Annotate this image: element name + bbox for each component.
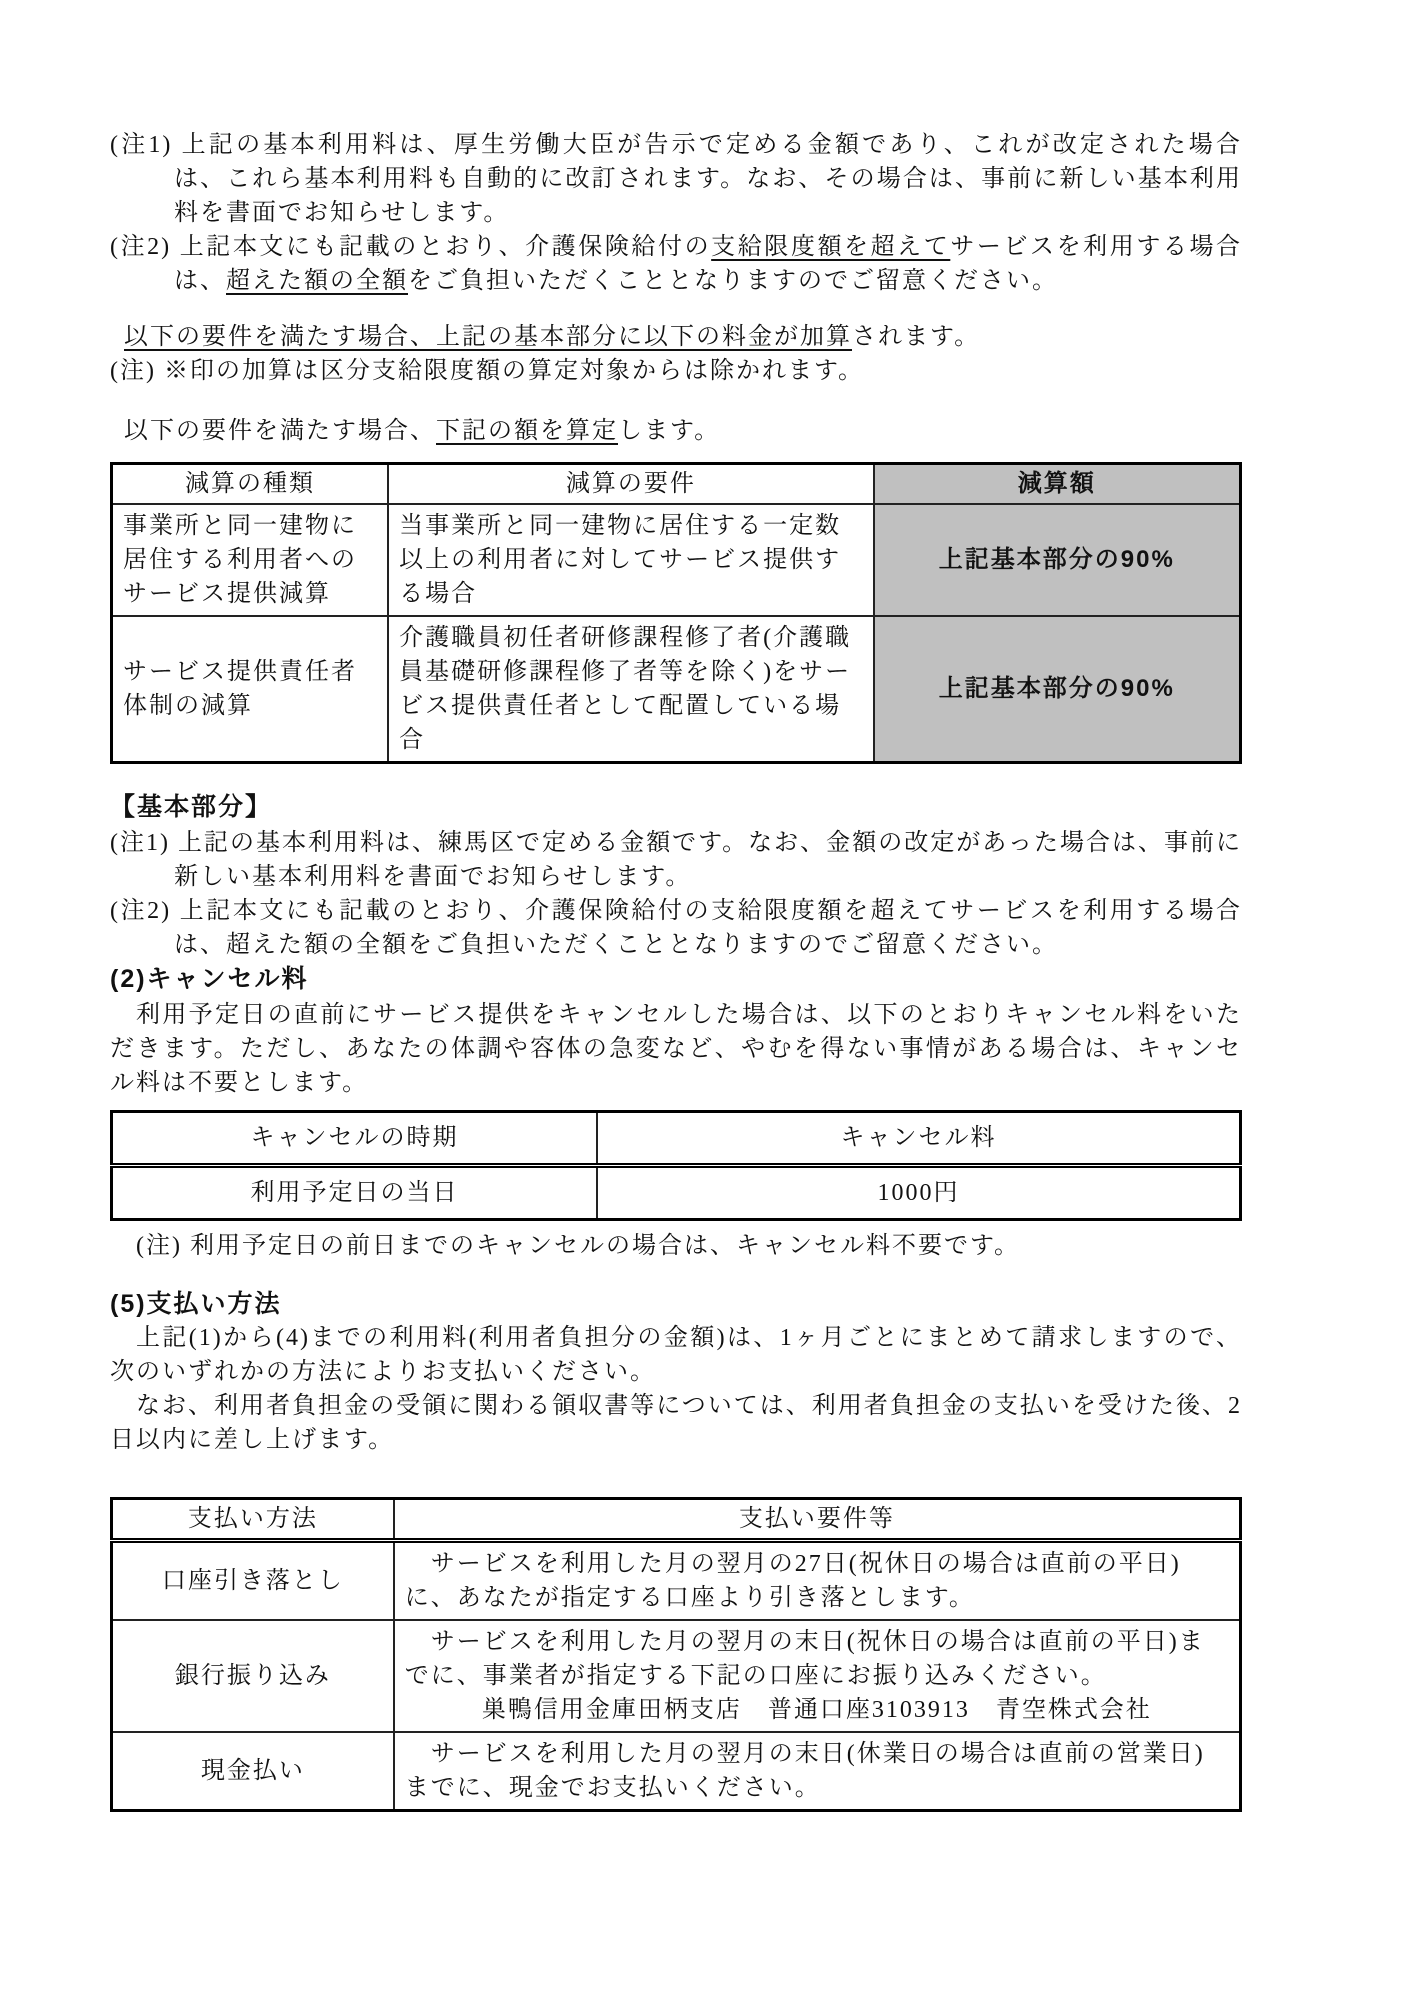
basic-note-2 [110,894,1242,962]
payment-detail-text: サービスを利用した月の翌月の末日(祝休日の場合は直前の平日)までに、事業者が指定する下記の口座にお振り込みください。 [404,1629,1205,1689]
underlined-text: 下記の額を算定 [436,418,618,444]
table-row [112,616,1241,763]
cell-payment-detail [394,1541,1241,1621]
note-label: (注2) [110,898,172,924]
cell-cancel-fee: 1000円 [597,1166,1241,1220]
note-label: (注) [136,1233,182,1259]
note-text: サービスを利用する場合は、 [174,234,1243,294]
basic-notes-section [110,826,1242,962]
payment-table-header-row [112,1499,1241,1541]
plain-text: します。 [618,418,721,444]
table-row [112,1541,1241,1621]
header-cell-cancel-timing: キャンセルの時期 [112,1112,597,1166]
cell-payment-detail [394,1732,1241,1811]
table-row [112,1732,1241,1811]
header-cell-reduction-requirement: 減算の要件 [388,464,873,505]
note-label: (注) [110,358,156,384]
basic-note-1 [110,826,1242,894]
top-notes-section [110,128,1242,298]
addition-note [110,354,1242,388]
note-text: ※印の加算は区分支給限度額の算定対象からは除かれます。 [163,358,865,384]
top-note-1 [110,128,1242,230]
header-cell-reduction-type: 減算の種類 [112,464,389,505]
payment-paragraph-2: なお、利用者負担金の受領に関わる領収書等については、利用者負担金の支払いを受けた後、2日以内に差し上げます。 [110,1393,1242,1453]
addition-line [124,320,1242,354]
payment-paragraph-1: 上記(1)から(4)までの利用料(利用者負担分の金額)は、1ヶ月ごとにまとめて請求しますので、次のいずれかの方法によりお支払いください。 [110,1325,1242,1385]
cell-reduction-requirement: 介護職員初任者研修課程修了者(介護職員基礎研修課程修了者等を除く)をサービス提供責任者として配置している場合 [388,616,873,763]
cell-reduction-requirement: 当事業所と同一建物に居住する一定数以上の利用者に対してサービス提供する場合 [388,504,873,616]
cancel-section-heading: (2)キャンセル料 [110,965,309,993]
plain-text: されます。 [852,324,981,350]
note-text: 上記本文にも記載のとおり、介護保険給付の [179,234,712,260]
payment-section-heading: (5)支払い方法 [110,1290,282,1318]
table-row [112,504,1241,616]
cell-cancel-timing: 利用予定日の当日 [112,1166,597,1220]
underlined-text: 以下の要件を満たす場合、上記の基本部分に以下の料金が加算 [124,324,852,350]
cancel-fee-table [110,1110,1242,1221]
underlined-text: 支給限度額を超えて [711,234,951,260]
note-label: (注1) [110,132,173,158]
note-label: (注1) [110,830,170,856]
reduction-table [110,462,1242,764]
payment-detail-text: サービスを利用した月の翌月の末日(休業日の場合は直前の営業日)までに、現金でお支払いください。 [404,1741,1205,1801]
cell-reduction-type: 事業所と同一建物に居住する利用者へのサービス提供減算 [112,504,389,616]
plain-text: 以下の要件を満たす場合、 [124,418,436,444]
cell-reduction-type: サービス提供責任者体制の減算 [112,616,389,763]
note-text: 上記の基本利用料は、厚生労働大臣が告示で定める金額であり、これが改定された場合は、これら基本利用料も自動的に改訂されます。なお、その場合は、事前に新しい基本利用料を書面でお知らせします。 [174,132,1243,226]
cancel-paragraph: 利用予定日の直前にサービス提供をキャンセルした場合は、以下のとおりキャンセル料をいただきます。ただし、あなたの体調や容体の急変など、やむを得ない事情がある場合は、キャンセル料は不要とします。 [110,1002,1242,1096]
cancel-note [136,1229,1242,1263]
note-text: 上記の基本利用料は、練馬区で定める金額です。なお、金額の改定があった場合は、事前に新しい基本利用料を書面でお知らせします。 [174,830,1243,890]
underlined-text: 超えた額の全額 [226,268,408,294]
calc-line [124,414,1242,448]
bank-account-line: 巣鴨信用金庫田柄支店 普通口座3103913 青空株式会社 [481,1697,1152,1723]
cell-reduction-amount: 上記基本部分の90% [874,616,1241,763]
cell-payment-method: 銀行振り込み [112,1620,394,1732]
document-content [110,128,1242,1812]
cell-reduction-amount: 上記基本部分の90% [874,504,1241,616]
table-row [112,1620,1241,1732]
note-text: をご負担いただくこととなりますのでご留意ください。 [408,268,1058,294]
top-note-2 [110,230,1242,298]
cell-payment-detail [394,1620,1241,1732]
cell-payment-method: 口座引き落とし [112,1541,394,1621]
note-label: (注2) [110,234,172,260]
header-cell-payment-requirement: 支払い要件等 [394,1499,1241,1541]
header-cell-cancel-fee: キャンセル料 [597,1112,1241,1166]
table-row [112,1166,1241,1220]
cancel-table-header-row [112,1112,1241,1166]
cell-payment-method: 現金払い [112,1732,394,1811]
header-cell-payment-method: 支払い方法 [112,1499,394,1541]
payment-detail-text: サービスを利用した月の翌月の27日(祝休日の場合は直前の平日)に、あなたが指定する口座より引き落とします。 [404,1551,1181,1611]
payment-method-table [110,1497,1242,1812]
basic-section-heading: 【基本部分】 [110,793,273,821]
header-cell-reduction-amount: 減算額 [874,464,1241,505]
reduction-table-header-row [112,464,1241,505]
note-text: 上記本文にも記載のとおり、介護保険給付の支給限度額を超えてサービスを利用する場合は、超えた額の全額をご負担いただくこととなりますのでご留意ください。 [174,898,1243,958]
note-text: 利用予定日の前日までのキャンセルの場合は、キャンセル料不要です。 [189,1233,1021,1259]
